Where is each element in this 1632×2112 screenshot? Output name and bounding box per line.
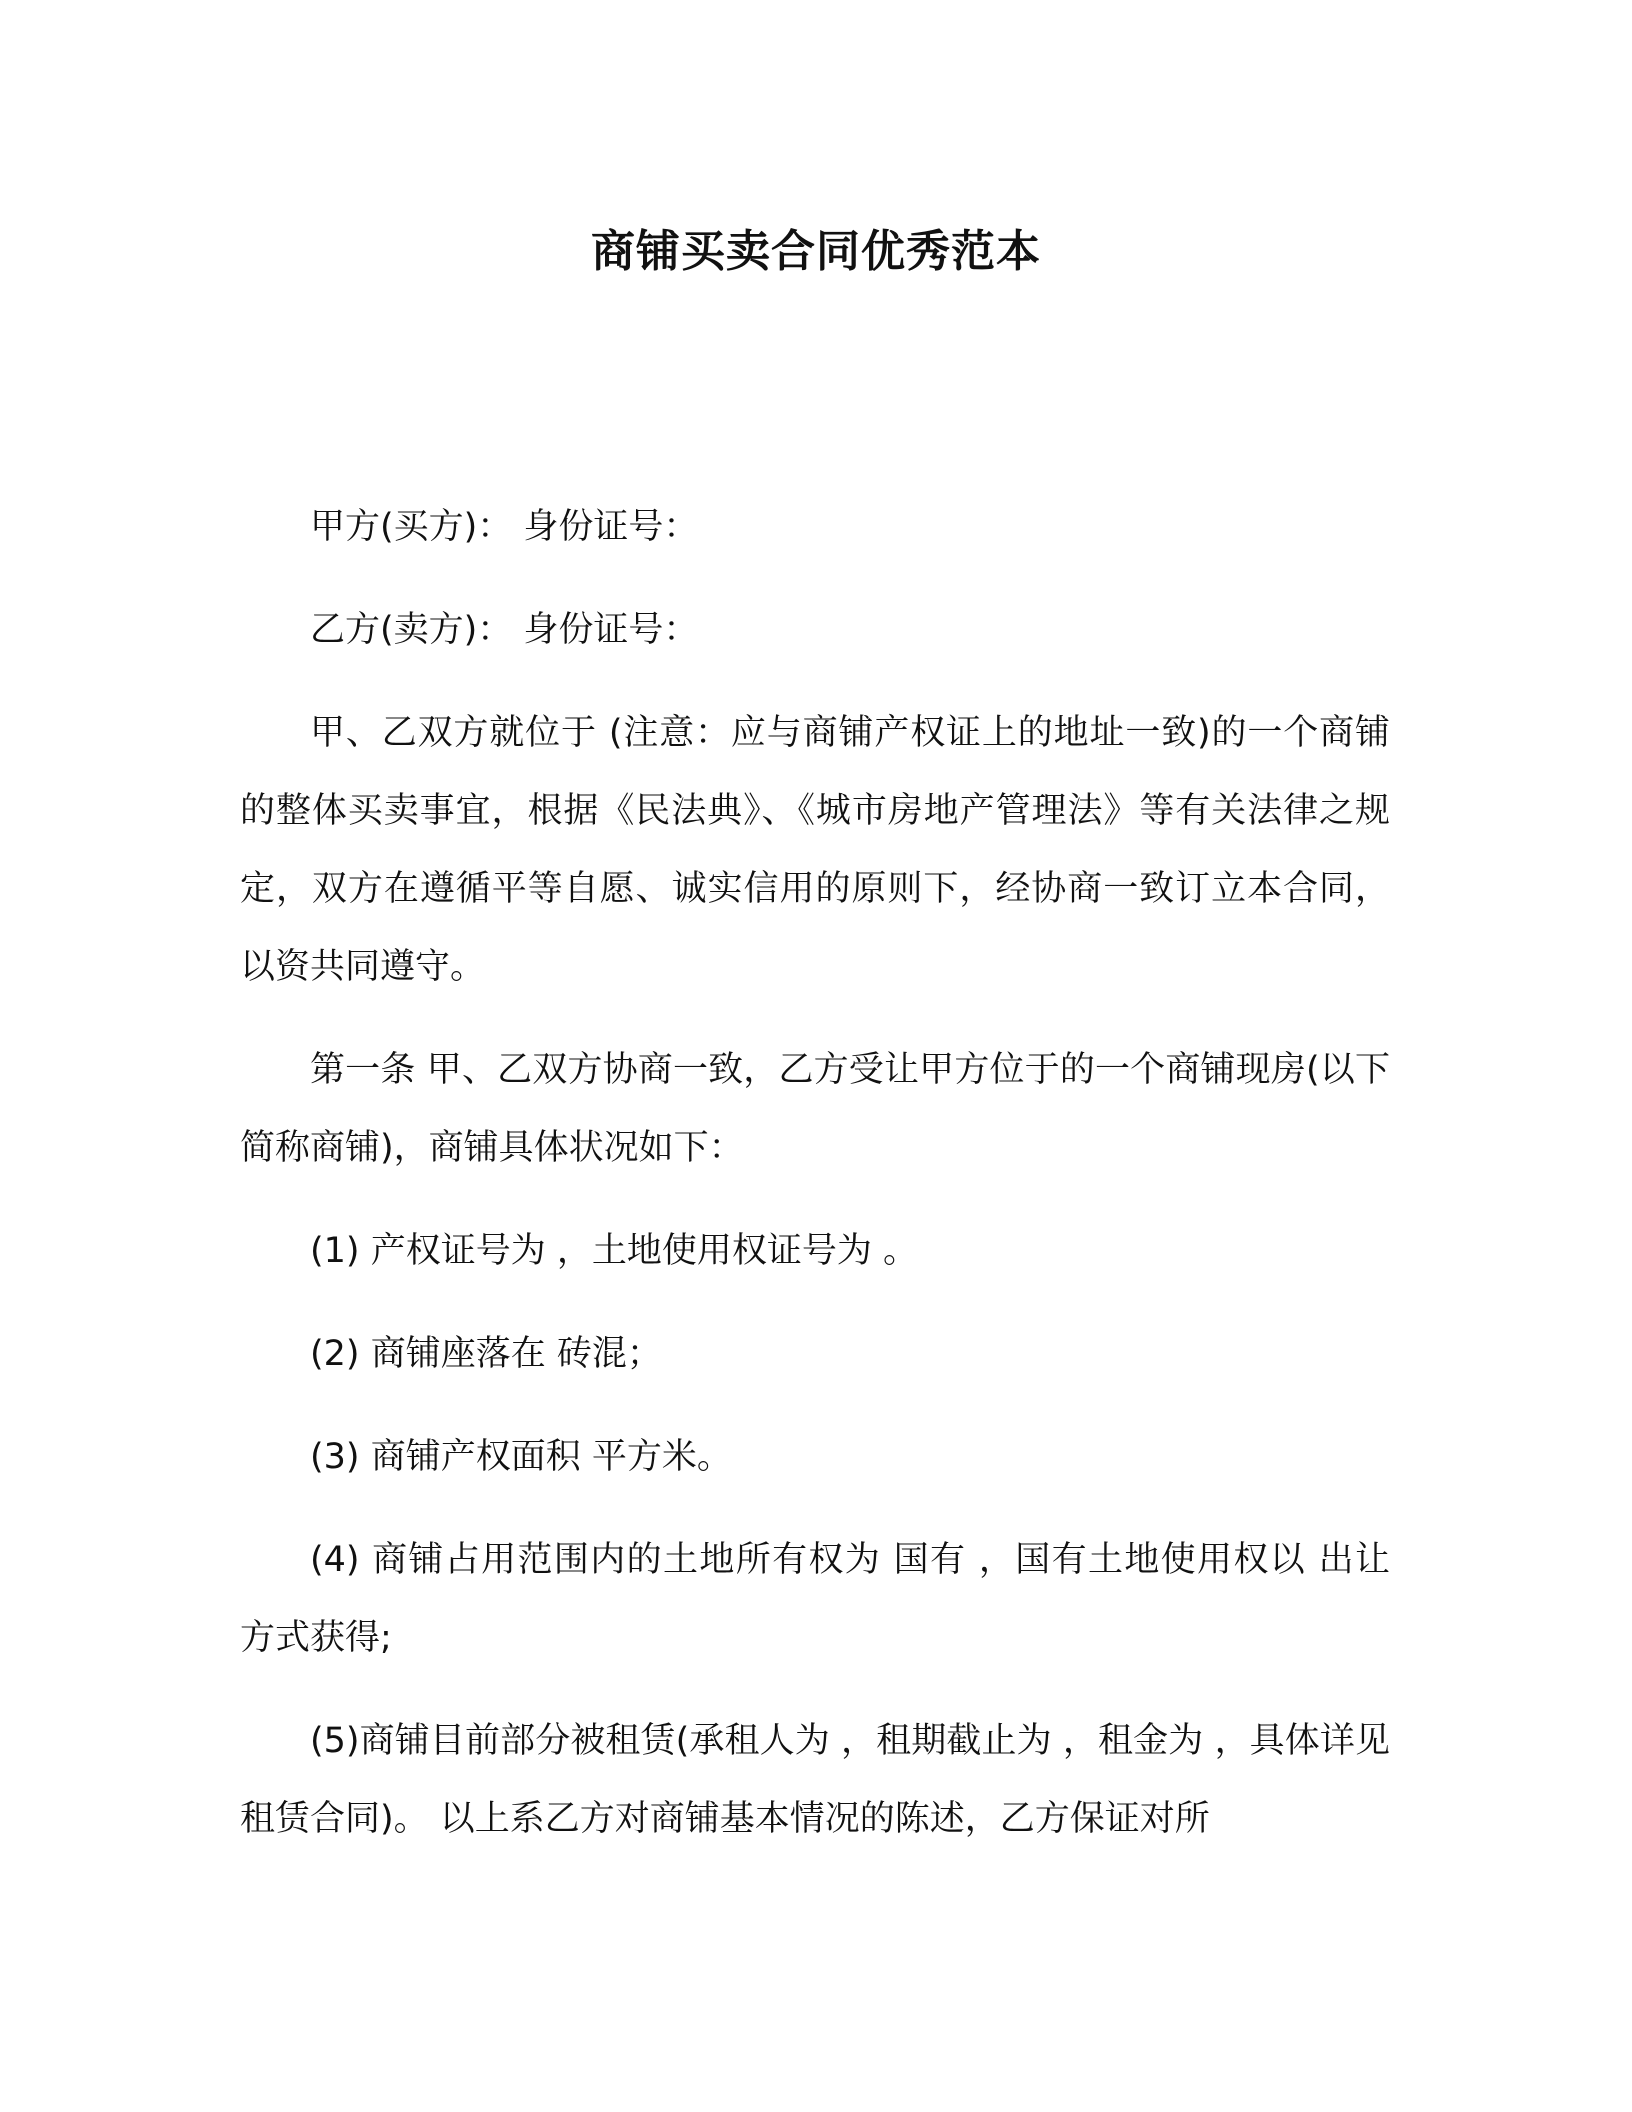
item-5-paragraph: (5)商铺目前部分被租赁(承租人为 ，租期截止为 ，租金为 ，具体详见租赁合同)。 以上系乙方对商铺基本情况的陈述，乙方保证对所 (240, 1721, 1390, 1839)
item-2-paragraph: (2) 商铺座落在 砖混； (310, 1334, 662, 1374)
item-4-paragraph: (4) 商铺占用范围内的土地所有权为 国有 ，国有土地使用权以 出让 方式获得; (240, 1540, 1390, 1658)
party-a-line: 甲方(买方)： 身份证号： (310, 507, 699, 547)
item-1-paragraph: (1) 产权证号为 ，土地使用权证号为 。 (310, 1231, 918, 1271)
preamble-paragraph: 甲、乙双方就位于 (注意：应与商铺产权证上的地址一致)的一个商铺的整体买卖事宜，根据《民法典》、《城市房地产管理法》等有关法律之规定，双方在遵循平等自愿、诚实信用的原则下，经协商一致订立本合同，以资共同遵守。 (240, 713, 1390, 987)
document-title: 商铺买卖合同优秀范本 (591, 226, 1041, 277)
article-1-paragraph: 第一条 甲、乙双方协商一致，乙方受让甲方位于的一个商铺现房(以下简称商铺)，商铺具体状况如下： (240, 1050, 1390, 1168)
document-body (240, 488, 1390, 1883)
party-b-line: 乙方(卖方)： 身份证号： (310, 610, 699, 650)
item-3-paragraph: (3) 商铺产权面积 平方米。 (310, 1437, 732, 1477)
